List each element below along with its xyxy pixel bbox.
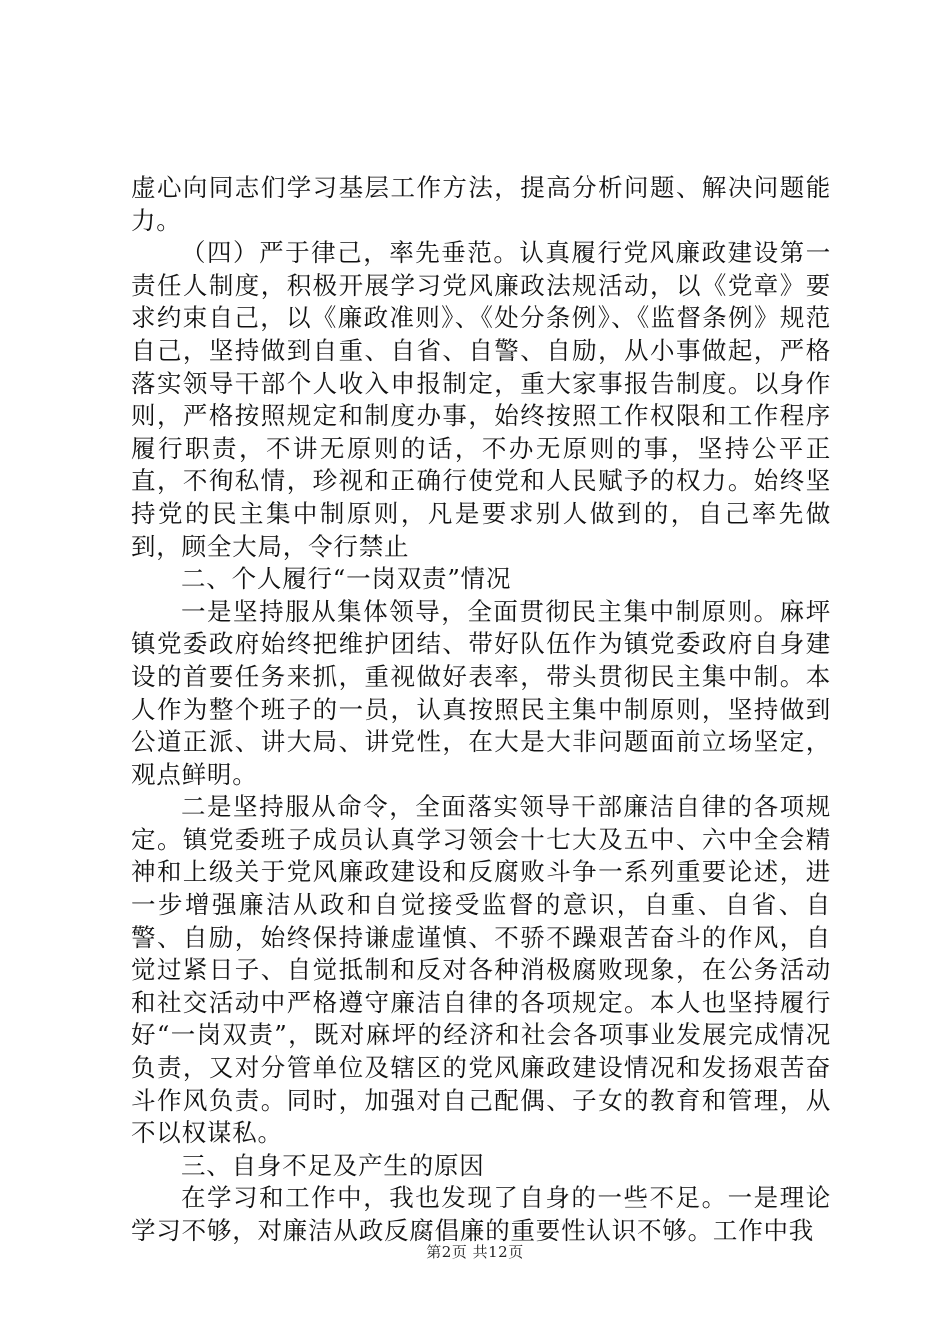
- paragraph-4: 二是坚持服从命令，全面落实领导干部廉洁自律的各项规定。镇党委班子成员认真学习领会十七大及五中、六中全会精神和上级关于党风廉政建设和反腐败斗争一系列重要论述，进一步增强廉洁从政和自觉接受监督的意识，自重、自省、自警、自励，始终保持谦虚谨慎、不骄不躁艰苦奋斗的作风，自觉过紧日子、自觉抵制和反对各种消极腐败现象，在公务活动和社交活动中严格遵守廉洁自律的各项规定。本人也坚持履行好“一岗双责”，既对麻坪的经济和社会各项事业发展完成情况负责，又对分管单位及辖区的党风廉政建设情况和发扬艰苦奋斗作风负责。同时，加强对自己配偶、子女的教育和管理，从不以权谋私。: [131, 792, 831, 1148]
- section-heading-2: 二、个人履行“一岗双责”情况: [181, 564, 512, 594]
- paragraph-2: （四）严于律己，率先垂范。认真履行党风廉政建设第一责任人制度，积极开展学习党风廉政法规活动，以《党章》要求约束自己，以《廉政准则》、《处分条例》、《监督条例》规范自己，坚持做到自重、自省、自警、自励，从小事做起，严格落实领导干部个人收入申报制定，重大家事报告制度。以身作则，严格按照规定和制度办事，始终按照工作权限和工作程序履行职责，不讲无原则的话，不办无原则的事，坚持公平正直，不徇私情，珍视和正确行使党和人民赋予的权力。始终坚持党的民主集中制原则，凡是要求别人做到的，自己率先做到，顾全大局，令行禁止: [131, 238, 831, 561]
- page-footer: 第2页 共12页: [426, 1243, 524, 1261]
- paragraph-5: 在学习和工作中，我也发现了自身的一些不足。一是理论学习不够，对廉洁从政反腐倡廉的重要性认识不够。工作中我: [131, 1183, 831, 1245]
- section-heading-3: 三、自身不足及产生的原因: [181, 1150, 485, 1180]
- paragraph-1: 虚心向同志们学习基层工作方法，提高分析问题、解决问题能力。: [131, 173, 831, 235]
- paragraph-3: 一是坚持服从集体领导，全面贯彻民主集中制原则。麻坪镇党委政府始终把维护团结、带好队伍作为镇党委政府自身建设的首要任务来抓，重视做好表率，带头贯彻民主集中制。本人作为整个班子的一员，认真按照民主集中制原则，坚持做到公道正派、讲大局、讲党性，在大是大非问题面前立场坚定，观点鲜明。: [131, 596, 831, 789]
- document-body: [131, 172, 831, 1248]
